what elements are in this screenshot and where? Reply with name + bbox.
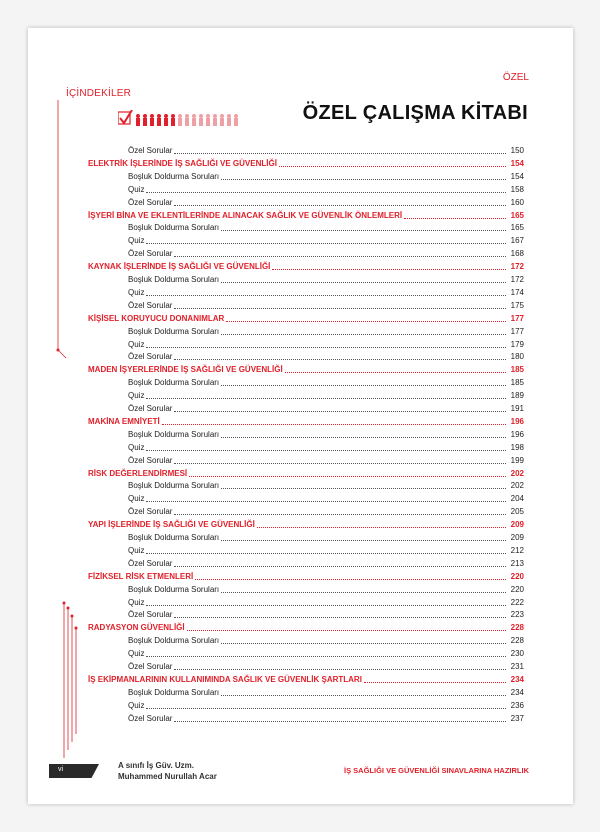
toc-entry-label: Quiz <box>128 494 145 504</box>
toc-entry-label: KAYNAK İŞLERİNDE İŞ SAĞLIĞI VE GÜVENLİĞİ <box>88 262 271 272</box>
toc-entry-label: Özel Sorular <box>128 558 173 568</box>
toc-page-number: 213 <box>510 558 524 568</box>
dot-leader <box>146 656 506 657</box>
toc-page-number: 196 <box>510 416 524 426</box>
toc-page-number: 223 <box>510 610 524 620</box>
dot-leader <box>174 308 506 309</box>
toc-page-number: 172 <box>510 275 524 284</box>
toc-page-number: 202 <box>510 468 524 478</box>
toc-entry-label: Quiz <box>128 184 145 194</box>
toc-entry-label: Boşluk Doldurma Soruları <box>128 223 220 233</box>
toc-entry-row[interactable] <box>128 430 524 440</box>
toc-entry-label: Boşluk Doldurma Soruları <box>128 275 220 284</box>
toc-entry-row[interactable] <box>128 649 524 659</box>
dot-leader <box>221 540 506 541</box>
toc-entry-label: KİŞİSEL KORUYUCU DONANIMLAR <box>88 313 225 323</box>
toc-page-number: 222 <box>510 597 524 607</box>
toc-entry-row[interactable] <box>128 546 524 556</box>
dot-leader <box>146 398 506 399</box>
toc-entry-row[interactable] <box>128 481 524 491</box>
dot-leader <box>146 295 506 296</box>
toc-entry-label: Boşluk Doldurma Soruları <box>128 326 220 336</box>
toc-entry-row[interactable] <box>128 598 524 608</box>
toc-page-number: 191 <box>510 404 524 413</box>
dot-leader <box>221 334 506 335</box>
toc-page-number: 154 <box>510 171 524 181</box>
toc-entry-row[interactable] <box>128 198 524 208</box>
toc-chapter-row[interactable] <box>88 159 524 169</box>
toc-entry-label: MAKİNA EMNİYETİ <box>88 416 160 426</box>
dot-leader <box>272 269 506 270</box>
toc-entry-row[interactable] <box>128 507 524 517</box>
dot-leader <box>174 514 506 515</box>
page-number: vi <box>58 766 64 773</box>
toc-entry-row[interactable] <box>128 494 524 504</box>
toc-entry-label: Özel Sorular <box>128 300 173 310</box>
toc-chapter-row[interactable] <box>88 469 524 479</box>
toc-entry-row[interactable] <box>128 391 524 401</box>
toc-page-number: 199 <box>510 455 524 465</box>
dot-leader <box>174 617 506 618</box>
dot-leader <box>279 166 506 167</box>
toc-page-number: 174 <box>510 287 524 297</box>
dot-leader <box>404 218 506 219</box>
toc-entry-row[interactable] <box>128 327 524 337</box>
toc-page-number: 154 <box>510 158 524 168</box>
toc-page-number: 185 <box>510 365 524 375</box>
book-title: ÖZEL ÇALIŞMA KİTABI <box>302 102 528 124</box>
dot-leader <box>221 437 506 438</box>
dot-leader <box>162 424 506 425</box>
toc-entry-label: Quiz <box>128 700 145 710</box>
dot-leader <box>146 708 506 709</box>
dot-leader <box>146 553 506 554</box>
toc-page-number: 228 <box>510 623 524 633</box>
toc-page-number: 204 <box>510 494 524 504</box>
toc-page-number: 179 <box>510 339 524 349</box>
dot-leader <box>189 476 506 477</box>
toc-page-number: 209 <box>510 520 524 530</box>
toc-entry-row[interactable] <box>128 288 524 298</box>
dot-leader <box>221 282 506 283</box>
toc-page-number: 209 <box>510 533 524 542</box>
toc-entry-label: ELEKTRİK İŞLERİNDE İŞ SAĞLIĞI VE GÜVENLİĞİ <box>88 158 277 168</box>
toc-entry-label: MADEN İŞYERLERİNDE İŞ SAĞLIĞI VE GÜVENLİĞİ <box>88 365 283 375</box>
toc-entry-label: Boşluk Doldurma Soruları <box>128 429 220 439</box>
dot-leader <box>146 243 506 244</box>
page-number-tab <box>49 764 99 778</box>
dot-leader <box>221 385 506 386</box>
document-page <box>28 28 573 804</box>
toc-entry-row[interactable] <box>128 404 524 414</box>
checkmark-people-icon <box>118 110 268 130</box>
toc-entry-label: Özel Sorular <box>128 352 173 362</box>
toc-page-number: 175 <box>510 300 524 310</box>
toc-page-number: 180 <box>510 352 524 362</box>
toc-chapter-row[interactable] <box>88 520 524 530</box>
toc-entry-row[interactable] <box>128 185 524 195</box>
toc-entry-label: Boşluk Doldurma Soruları <box>128 687 220 697</box>
dot-leader <box>221 230 506 231</box>
toc-chapter-row[interactable] <box>88 211 524 221</box>
toc-entry-label: Quiz <box>128 545 145 555</box>
toc-page-number: 196 <box>510 429 524 439</box>
toc-entry-label: Quiz <box>128 287 145 297</box>
toc-page-number: 158 <box>510 184 524 194</box>
dot-leader <box>174 153 506 154</box>
dot-leader <box>174 566 506 567</box>
toc-entry-label: Quiz <box>128 597 145 607</box>
section-label: İÇİNDEKİLER <box>66 88 131 99</box>
toc-page-number: 212 <box>510 545 524 555</box>
toc-entry-row[interactable] <box>128 146 524 156</box>
dot-leader <box>146 501 506 502</box>
toc-entry-row[interactable] <box>128 559 524 569</box>
toc-entry-label: Quiz <box>128 391 145 401</box>
dot-leader <box>146 450 506 451</box>
toc-entry-label: Özel Sorular <box>128 662 173 671</box>
dot-leader <box>174 359 506 360</box>
toc-page-number: 165 <box>510 223 524 233</box>
toc-entry-row[interactable] <box>128 236 524 246</box>
toc-page-number: 202 <box>510 481 524 491</box>
toc-chapter-row[interactable] <box>88 262 524 272</box>
toc-entry-label: Özel Sorular <box>128 404 173 413</box>
toc-page-number: 189 <box>510 391 524 401</box>
toc-page-number: 177 <box>510 326 524 336</box>
toc-entry-label: Özel Sorular <box>128 146 173 155</box>
dot-leader <box>146 192 506 193</box>
toc-entry-label: Özel Sorular <box>128 507 173 517</box>
toc-page-number: 228 <box>510 636 524 646</box>
corner-label: ÖZEL <box>502 72 529 83</box>
toc-chapter-row[interactable] <box>88 623 524 633</box>
toc-entry-row[interactable] <box>128 301 524 311</box>
toc-entry-label: Özel Sorular <box>128 197 173 207</box>
dot-leader <box>285 372 506 373</box>
toc-page-number: 230 <box>510 649 524 659</box>
toc-entry-row[interactable] <box>128 223 524 233</box>
toc-entry-label: Özel Sorular <box>128 249 173 259</box>
toc-page-number: 150 <box>510 146 524 155</box>
toc-chapter-row[interactable] <box>88 314 524 324</box>
dot-leader <box>174 256 506 257</box>
dot-leader <box>146 347 506 348</box>
toc-entry-label: YAPI İŞLERİNDE İŞ SAĞLIĞI VE GÜVENLİĞİ <box>88 520 255 530</box>
dot-leader <box>195 579 506 580</box>
toc-entry-row[interactable] <box>128 701 524 711</box>
toc-page-number: 231 <box>510 662 524 671</box>
toc-entry-row[interactable] <box>128 275 524 285</box>
dot-leader <box>226 321 506 322</box>
toc-entry-label: Boşluk Doldurma Soruları <box>128 584 220 594</box>
dot-leader <box>146 605 506 606</box>
series-title: İŞ SAĞLIĞI VE GÜVENLİĞİ SINAVLARINA HAZIRLIK <box>343 766 529 775</box>
toc-page-number: 160 <box>510 197 524 207</box>
dot-leader <box>174 463 506 464</box>
toc-entry-row[interactable] <box>128 378 524 388</box>
toc-entry-label: Özel Sorular <box>128 610 173 620</box>
toc-page-number: 234 <box>510 687 524 697</box>
dot-leader <box>174 669 506 670</box>
toc-page-number: 177 <box>510 313 524 323</box>
toc-entry-row[interactable] <box>128 533 524 543</box>
toc-entry-row[interactable] <box>128 688 524 698</box>
dot-leader <box>257 527 506 528</box>
toc-page-number: 234 <box>510 674 524 684</box>
toc-page-number: 220 <box>510 584 524 594</box>
toc-chapter-row[interactable] <box>88 417 524 427</box>
toc-entry-row[interactable] <box>128 456 524 466</box>
dot-leader <box>364 682 506 683</box>
toc-entry-label: İŞ EKİPMANLARININ KULLANIMINDA SAĞLIK VE GÜVENLİK ŞARTLARI <box>88 674 362 684</box>
toc-entry-label: Quiz <box>128 649 145 659</box>
toc-entry-label: İŞYERİ BİNA VE EKLENTİLERİNDE ALINACAK SAĞLIK VE GÜVENLİK ÖNLEMLERİ <box>88 210 403 220</box>
toc-entry-row[interactable] <box>128 340 524 350</box>
dot-leader <box>221 643 506 644</box>
toc-entry-row[interactable] <box>128 714 524 724</box>
toc-entry-label: Quiz <box>128 236 145 246</box>
toc-entry-row[interactable] <box>128 352 524 362</box>
toc-entry-label: Quiz <box>128 442 145 452</box>
toc-entry-label: RADYASYON GÜVENLİĞİ <box>88 623 185 633</box>
toc-entry-row[interactable] <box>128 172 524 182</box>
toc-entry-label: Boşluk Doldurma Soruları <box>128 378 220 388</box>
toc-entry-label: RİSK DEĞERLENDİRMESİ <box>88 468 188 478</box>
toc-entry-label: FİZİKSEL RİSK ETMENLERİ <box>88 571 194 581</box>
toc-entry-row[interactable] <box>128 636 524 646</box>
toc-entry-label: Boşluk Doldurma Soruları <box>128 636 220 646</box>
dot-leader <box>221 488 506 489</box>
toc-page-number: 185 <box>510 378 524 388</box>
toc-entry-row[interactable] <box>128 443 524 453</box>
dot-leader <box>221 179 506 180</box>
toc-page-number: 172 <box>510 262 524 272</box>
toc-entry-label: Boşluk Doldurma Soruları <box>128 481 220 491</box>
toc-page-number: 167 <box>510 236 524 246</box>
toc-chapter-row[interactable] <box>88 675 524 685</box>
toc-entry-row[interactable] <box>128 585 524 595</box>
toc-entry-row[interactable] <box>128 249 524 259</box>
toc-page-number: 205 <box>510 507 524 517</box>
toc-entry-label: Boşluk Doldurma Soruları <box>128 171 220 181</box>
toc-page-number: 165 <box>510 210 524 220</box>
dot-leader <box>174 205 506 206</box>
toc-page-number: 220 <box>510 571 524 581</box>
toc-page-number: 168 <box>510 249 524 259</box>
toc-entry-label: Özel Sorular <box>128 713 173 723</box>
toc-entry-row[interactable] <box>128 610 524 620</box>
author-title: A sınıfı İş Güv. Uzm. <box>118 761 195 770</box>
author-block <box>118 760 217 782</box>
toc-page-number: 236 <box>510 700 524 710</box>
toc-chapter-row[interactable] <box>88 365 524 375</box>
dot-leader <box>174 411 506 412</box>
dot-leader <box>221 592 506 593</box>
toc-entry-label: Özel Sorular <box>128 455 173 465</box>
toc-page-number: 198 <box>510 442 524 452</box>
toc-entry-row[interactable] <box>128 662 524 672</box>
toc-entry-label: Quiz <box>128 339 145 349</box>
toc-page-number: 237 <box>510 713 524 723</box>
dot-leader <box>187 630 506 631</box>
toc-entry-label: Boşluk Doldurma Soruları <box>128 533 220 542</box>
dot-leader <box>174 721 506 722</box>
dot-leader <box>221 695 506 696</box>
toc-chapter-row[interactable] <box>88 572 524 582</box>
author-name: Muhammed Nurullah Acar <box>118 772 217 781</box>
